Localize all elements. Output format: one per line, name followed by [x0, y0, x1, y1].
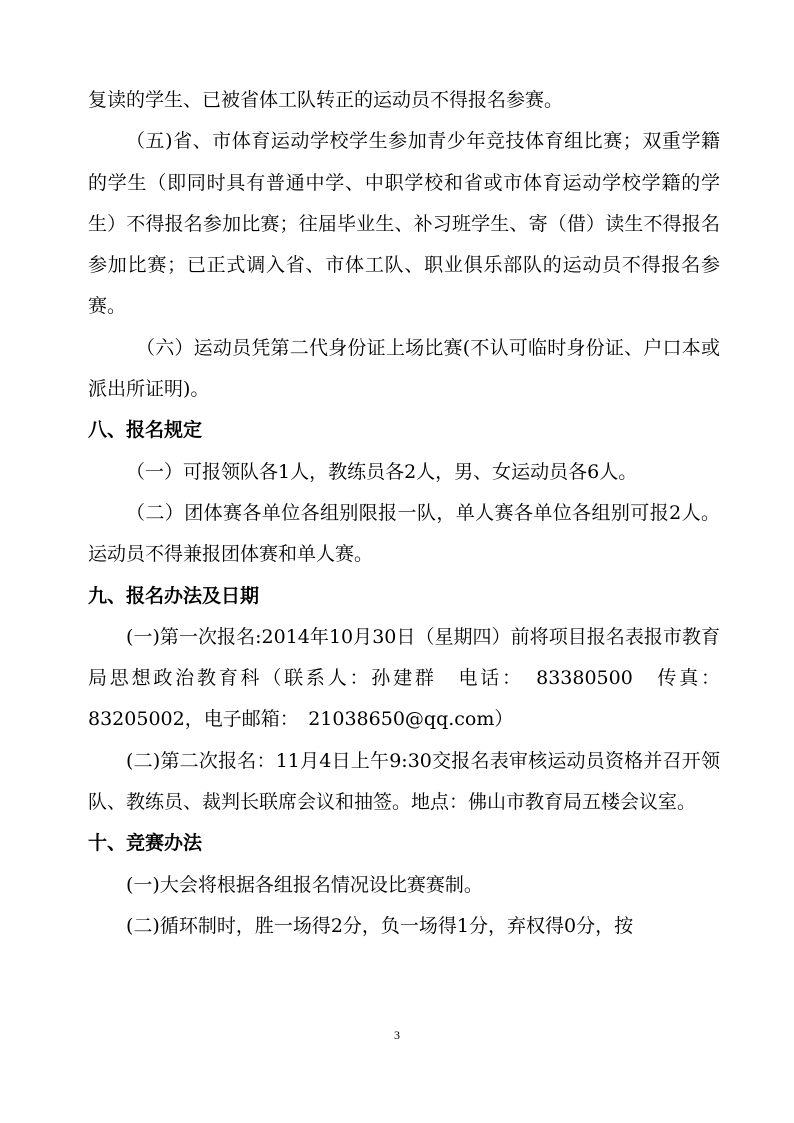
- paragraph-competition-2: (二)循环制时，胜一场得2分，负一场得1分，弃权得0分，按: [126, 914, 634, 937]
- paragraph-registration-1: （一）可报领队各1人，教练员各2人，男、女运动员各6人。: [126, 460, 638, 483]
- paragraph-item-6: （六）运动员凭第二代身份证上场比赛(不认可临时身份证、户口本或派出所证明)。: [88, 336, 720, 401]
- paragraph-item-5: （五)省、市体育运动学校学生参加青少年竞技体育组比赛；双重学籍的学生（即同时具有普通中学、中职学校和省或市体育运动学校学籍的学生）不得报名参加比赛；往届毕业生、补习班学生、寄（借）读生不得报名参加比赛；已正式调入省、市体工队、职业俱乐部队的运动员不得报名参赛。: [88, 130, 720, 318]
- page-number: 3: [394, 1028, 400, 1042]
- section-heading-9: 九、报名办法及日期: [88, 584, 260, 607]
- document-body: [88, 80, 720, 947]
- paragraph-signup-2: (二)第二次报名：11月4日上午9:30交报名表审核运动员资格并召开领队、教练员、裁判长联席会议和抽签。地点：佛山市教育局五楼会议室。: [88, 749, 720, 814]
- paragraph-signup-1: (一)第一次报名:2014年10月30日（星期四）前将项目报名表报市教育局思想政治教育科（联系人：孙建群 电话： 83380500 传真：83205002，电子邮箱： 21038650@qq.com）: [88, 625, 720, 731]
- section-heading-8: 八、报名规定: [88, 419, 203, 442]
- paragraph-registration-2: （二）团体赛各单位各组别限报一队，单人赛各单位各组别可报2人。运动员不得兼报团体赛和单人赛。: [88, 501, 720, 566]
- paragraph-continuation: 复读的学生、已被省体工队转正的运动员不得报名参赛。: [88, 89, 564, 111]
- paragraph-competition-1: (一)大会将根据各组报名情况设比赛赛制。: [126, 873, 483, 896]
- section-heading-10: 十、竞赛办法: [88, 832, 203, 855]
